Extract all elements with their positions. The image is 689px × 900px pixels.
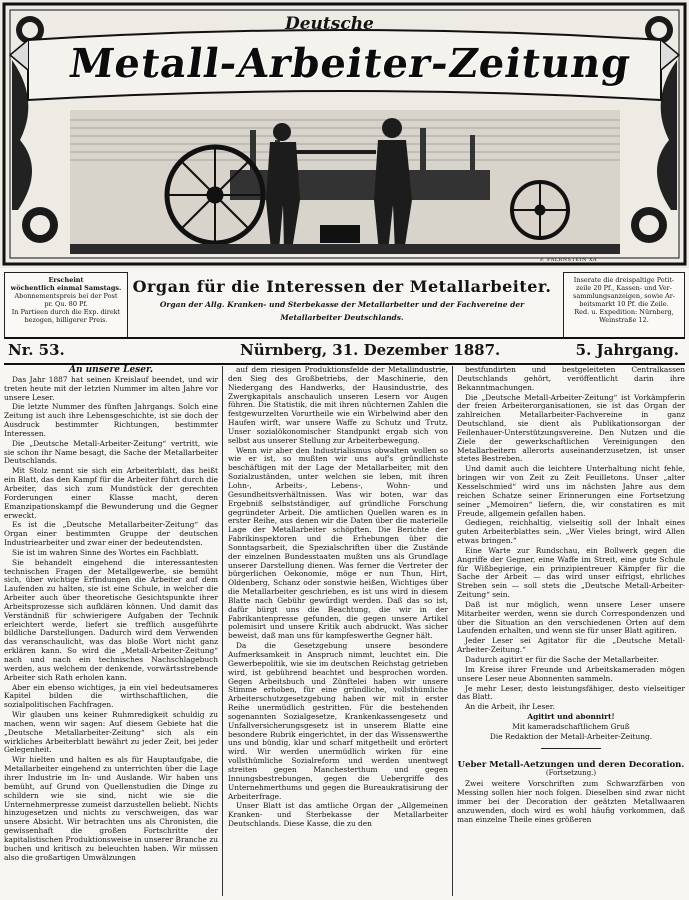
slogan: Agitirt und abonnirt!: [527, 712, 615, 722]
paragraph: Das Jahr 1887 hat seinen Kreislauf beendet, und wir treten heute mit der letzten Nummer im alten Jahre vor unsere Leser.: [4, 374, 218, 402]
subscription-info-box: [4, 272, 128, 338]
paragraph: Im Kreise ihrer Freunde und Arbeitskameraden mögen unsere Leser neue Abonnenten sammeln.: [457, 664, 685, 683]
paragraph: Sie ist im wahren Sinne des Wortes ein Fachblatt.: [12, 547, 199, 557]
dateline: [4, 337, 685, 365]
article-subtitle: (Fortsetzung.): [545, 769, 597, 778]
paragraph: Die „Deutsche Metall-Arbeiter-Zeitung“ vertritt, wie sie schon ihr Name besagt, die Sache der Metallarbeiter Deutschlands.: [4, 438, 218, 466]
paragraph: Gediegen, reichhaltig, vielseitig soll der Inhalt eines guten Arbeiterblattes sein. „Wer Vieles bringt, wird Allen etwas bringen.“: [457, 518, 685, 546]
greeting: Mit kameradschaftlichem Gruß: [512, 721, 630, 731]
volume-year: 5. Jahrgang.: [575, 341, 679, 359]
paragraph: Wir glauben uns keiner Ruhmredigkeit schuldig zu machen, wenn wir sagen: Auf diesem Gebiete hat die „Deutsche Metallarbeiter-Zeitung“ sich als ein wirkliches Arbeiterblatt bewährt zu jeder Zeit, bei jeder Gelegenheit.: [4, 710, 218, 755]
paragraph: Je mehr Leser, desto leistungsfähiger, desto vielseitiger das Blatt.: [457, 683, 685, 702]
paragraph: Aber ein ebenso wichtiges, ja ein viel bedeutsameres Kapitel bilden die wirthschaftlichen, die sozialpolitischen Fachfragen.: [4, 682, 218, 710]
signature: Die Redaktion der Metall-Arbeiter-Zeitung.: [489, 731, 653, 741]
article-heading: An unsere Leser.: [68, 365, 154, 375]
column-1: [4, 366, 218, 863]
paragraph: Die letzte Nummer des fünften Jahrgangs. Solch eine Zeitung ist auch ihre Lebensgeschichte, ist sie doch der Ausdruck bestimmter Richtungen, bestimmter Interessen.: [4, 402, 218, 438]
column-3: [457, 366, 685, 826]
info-line: Red. u. Expedition: Nürnberg,: [574, 308, 674, 316]
info-line: beitsmarkt 10 Pf. die Zeile.: [579, 300, 669, 308]
paragraph: bestfundirten und bestgeleiteten Centralkassen Deutschlands gehört, veröffentlicht darin ihre Bekanntmachungen.: [457, 365, 685, 392]
masthead-title: Metall-Arbeiter-Zeitung: [66, 40, 634, 87]
column-2: [228, 366, 448, 830]
paragraph: Es ist die „Deutsche Metallarbeiter-Zeitung“ das Organ einer bestimmten Gruppe der deutschen Industriearbeiter und zwar einer der bedeutendsten.: [4, 520, 218, 548]
info-line: Erscheint: [48, 276, 84, 284]
article-title: Ueber Metall-Aetzungen und deren Decoration.: [457, 759, 685, 770]
paragraph: Wir hielten und halten es als für Hauptaufgabe, die Metallarbeiter eingehend zu unterrichten über die Lage ihrer Industrie im In- und Auslande. Wir haben uns bemüht, auf Grund von Quellenstudien die Dinge zu schildern wie sie sind, nicht wie sie die Unternehmerpresse zumeist darzustellen beliebt. Nichts hinzugesetzen und nichts zu verschweigen, das war unsere Absicht. Wir betrachten uns als Chronisten, die gewissenhaft die großen Fortschritte der kapitalistischen Produktionsweise in unserer Branche zu buchen und kritisch zu beleuchten haben. Wir müssen also die großartigen Umwälzungen: [4, 755, 218, 862]
info-line: zeile 20 Pf., Kassen- und Ver-: [576, 284, 672, 292]
divider: [541, 748, 601, 749]
paragraph: Dadurch agitirt er für die Sache der Metallarbeiter.: [465, 655, 659, 664]
gear-wheel-icon: [167, 147, 263, 243]
info-line: bezogen, billigerer Preis.: [24, 316, 108, 324]
issue-date: Nürnberg, 31. Dezember 1887.: [240, 341, 501, 359]
paragraph: Eine Warte zur Rundschau, ein Bollwerk gegen die Angriffe der Gegner, eine Waffe im Streit, eine gute Schule für Wißbegierige, ein prinzipientreuer Kämpfer für die Sache der Arbeit — das wird unser eifrigst, ehrliches Streben sein — soll stets die „Deutsche Metall-Arbeiter-Zeitung“ sein.: [457, 545, 685, 600]
info-line: pr. Qu. 80 Pf.: [44, 300, 88, 308]
info-line: sammlungsanzeigen, sowie Ar-: [572, 292, 676, 300]
info-line: Abonnementspreis bei der Post: [14, 292, 118, 300]
paragraph: Sie behandelt eingehend die interessantesten technischen Fragen der Metallgewerbe, sie bemüht sich, über wichtige Erfindungen die Arbeiter auf dem Laufenden zu halten, sie ist eine Schule, in welcher die Arbeiter auch über theoretische Gesichtspunkte ihrer Arbeitsprozesse sich aufklären können. Und damit das Verständniß für schwierigere Aufgaben der Technik erleichtert werde, liefert sie trefflich ausgeführte bildliche Darstellungen. Dadurch wird dem Verwenden das veranschaulicht, was das bloße Wort nicht ganz erklären kann. So wird die „Metall-Arbeiter-Zeitung“ nach und nach ein technisches Nachschlagebuch werden, aus welchem der denkende, vorwärtsstrebende Arbeiter sich Rath erholen kann.: [4, 557, 218, 682]
engraver-signature: P. FALRNSTEIN XA: [540, 257, 597, 263]
info-line: wöchentlich einmal Samstags.: [10, 284, 122, 292]
column-divider: [222, 366, 223, 896]
paragraph: Und damit auch die leichtere Unterhaltung nicht fehle, bringen wir von Zeit zu Zeit Feuilletons. Unser „alter Kesselschmied“ wird uns im nächsten Jahre aus dem reichen Schatze seiner Erinnerungen eine Fortsetzung seiner „Memoiren“ liefern, die, wir constatiren es mit Freude, allgemein gefallen haben.: [457, 464, 685, 518]
organ-subtitle-line: Metallarbeiter Deutschlands.: [280, 313, 404, 322]
masthead: [0, 0, 689, 268]
info-line: Inserate die dreispaltige Petit-: [573, 276, 675, 284]
paragraph: Unser Blatt ist das amtliche Organ der „Allgemeinen Kranken- und Sterbekasse der Metallarbeiter Deutschlands. Diese Kasse, die zu den: [228, 801, 448, 829]
column-divider: [452, 366, 453, 896]
paragraph: Zwei weitere Vorschriften zum Schwarzfärben von Messing sollen hier noch folgen. Dieselben sind zwar nicht immer bei der Decoration der geätzten Metallwaaren anzuwenden, doch wird es wohl häufig vorkommen, daß man einzelne Theile eines größeren: [457, 779, 685, 824]
paragraph: Daß ist nur möglich, wenn unsere Leser unsere Mitarbeiter werden, wenn sie durch Correspondenzen und über die Situation an den verschiedenen Orten auf dem Laufenden erhalten, und wenn sie für unser Blatt agitiren.: [457, 599, 685, 636]
masthead-deutsche: Deutsche: [285, 14, 374, 34]
paragraph: Wenn wir aber den Industrialismus obwalten wollen so wie er ist, so mußten wir uns auf's gründlichste beschäftigen mit der Lage der Metallarbeiter, mit den Sozialzuständen, unter welchen sie leben, mit ihren Lohn-, Arbeits-, Lebens-, Wohn- und Gesundheitsverhältnissen. Was wir boten, war das Ergebniß selbstständiger, auf gründliche Forschung gegründeter Arbeit. Die amtlichen Quellen waren es in erster Reihe, aus denen wir die Daten über die materielle Lage der Metallarbeiter schöpften. Die Berichte der Fabrikinspektoren und die Erhebungen über die Sonntagsarbeit, die Spezialschriften über die Zustände der einzelnen Bundesstaaten mußten uns als Grundlage unserer Darstellung dienen. Was ferner die Vertreter der bürgerlichen Oekonomie, möge er nun Thun, Hirt, Oldenberg, Schanz oder sonstwie heißen, Wichtiges über die Metallarbeiter geschrieben, es ist uns wird in diesem Blatte nach Gebühr gewürdigt werden. Daß das so ist, dafür bürgt uns die Beachtung, die wir in der Fabrikantenpresse gefunden, die gegen unsere Artikel polemisirt und unsere Kritik auch abdruckt. Was sicher beweist, daß man uns für kampfeswerthe Gegner hält.: [228, 445, 448, 641]
advertising-info-box: [563, 272, 685, 338]
organ-title: Organ für die Interessen der Metallarbeiter.: [132, 277, 552, 296]
paragraph: An die Arbeit, ihr Leser.: [465, 702, 555, 712]
organ-subtitle-line: Organ der Allg. Kranken- und Sterbekasse der Metallarbeiter und der Fachvereine der: [159, 300, 525, 309]
info-line: Weinstraße 12.: [599, 316, 649, 324]
organ-subtitle: [128, 298, 556, 324]
paragraph: Die „Deutsche Metall-Arbeiter-Zeitung“ ist Vorkämpferin der freien Arbeiterorganisationen, sie ist das Organ der zahlreichen Metallarbeiter-Fachvereine in ganz Deutschland, sie dient als Publikationsorgan der Feilenhauer-Unterstützungsvereine. Den Nutzen und die Ziele der gewerkschaftlichen Vereinigungen den Metallarbeitern allerorts auseinanderzusetzen, ist unser stetes Bestreben.: [457, 392, 685, 464]
paragraph: Da die Gesetzgebung unsere besondere Aufmerksamkeit in Anspruch nimmt, leuchtet ein. Die Gewerbepolitik, wie sie im deutschen Reichstag getrieben wird, ist gebührend beachtet und besprochen worden. Gegen Arbeitsbuch und Zünftelei haben wir unsere Stimme erhoben, für eine gründliche, vollsthümliche Arbeiterschutzgesetzgebung haben wir mit in erster Reihe unermüdlich gestritten. Für die bestehenden sogenannten Sozialgesetze, Krankenkassengesetz und Unfallversicherungsgesetz ist in unserem Blatte eine besondere Rubrik eingerichtet, in der das Wissenswerthe uns und bündig, klar und scharf mitgetheilt und erörtert wird. Wir werden unermüdlich wirken für eine vollsthümliche Sozialreform und werden unentwegt streiten gegen Manchesterthum und gegen Innungsbestrebungen, gegen die Uebergriffe des Unternehmerthums und gegen die Bureaukratisirung der Arbeiterfrage.: [228, 641, 448, 801]
info-line: In Partieen durch die Exp. direkt: [11, 308, 121, 316]
paragraph: Jeder Leser sei Agitator für die „Deutsche Metall-Arbeiter-Zeitung.“: [457, 636, 685, 655]
paragraph: auf dem riesigen Produktionsfelde der Metallindustrie, den Sieg des Großbetriebs, der Maschinerie, den Niedergang des Handwerks, der Hausindustrie, des Zwergkapitals anschaulich unseren Lesern vor Augen führen. Die Statistik, die mit ihren nüchternen Zahlen die festgewurzelten Vorurtheile wie ein Wirbelwind aber den Haufen wirft, war unsere Waffe zu Schutz und Trutz. Unser sozialökonomischer Standpunkt ergab sich von selbst aus unserer Stellung zur Arbeiterbewegung.: [228, 365, 448, 445]
paragraph: Mit Stolz nennt sie sich ein Arbeiterblatt, das heißt ein Blatt, das den Kampf für die Arbeiter führt durch die Arbeiter, das sich zum Mundstück der gerechten Forderungen einer Klasse macht, deren Emanzipationskampf die Bewunderung und die Gegner erweckt.: [4, 466, 218, 520]
issue-number: Nr. 53.: [8, 341, 65, 359]
